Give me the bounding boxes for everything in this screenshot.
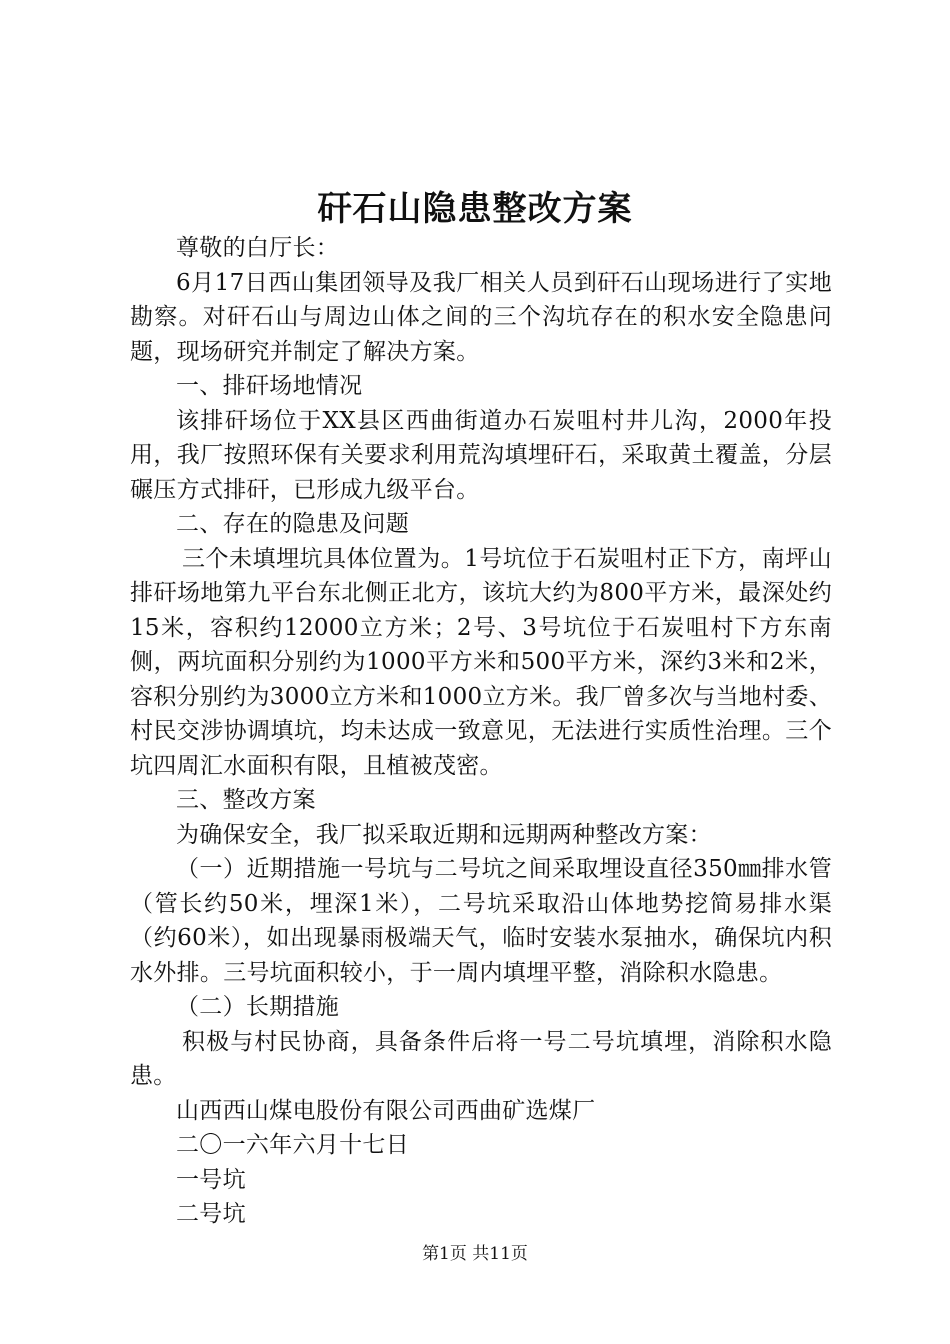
page-footer: 第1页 共11页: [422, 1244, 528, 1264]
long-term-heading: （二）长期措施: [176, 994, 340, 1020]
section-heading-2: 二、存在的隐患及问题: [176, 511, 409, 537]
salutation: 尊敬的白厅长：: [176, 235, 340, 261]
signature-organization: 山西西山煤电股份有限公司西曲矿选煤厂: [176, 1097, 596, 1124]
hazard-details-paragraph: 三个未填埋坑具体位置为。1号坑位于石炭咀村正下方，南坪山排矸场地第九平台东北侧正北方，该坑大约为800平方米，最深处约15米，容积约12000立方米；2号、3号坑位于石炭咀村下方东南侧，两坑面积分别约为1000平方米和500平方米，深约3米和2米，容积分别约为3000立方米和1000立方米。我厂曾多次与当地村委、村民交涉协调填坑，均未达成一致意见，无法进行实质性治理。三个坑四周汇水面积有限，且植被茂密。: [130, 545, 832, 779]
document-title: 矸石山隐患整改方案: [317, 189, 633, 229]
short-term-measures-paragraph: （一）近期措施一号坑与二号坑之间采取埋设直径350㎜排水管（管长约50米，埋深1米），二号坑采取沿山体地势挖简易排水渠（约60米），如出现暴雨极端天气，临时安装水泵抽水，确保坑内积水外排。三号坑面积较小，于一周内填埋平整，消除积水隐患。: [130, 856, 832, 986]
plan-intro-paragraph: 为确保安全，我厂拟采取近期和远期两种整改方案：: [176, 821, 712, 848]
pit-1-label: 一号坑: [176, 1166, 246, 1193]
section-heading-3: 三、整改方案: [176, 787, 316, 813]
pit-2-label: 二号坑: [176, 1201, 246, 1227]
section-heading-1: 一、排矸场地情况: [176, 373, 363, 399]
intro-paragraph: 6月17日西山集团领导及我厂相关人员到矸石山现场进行了实地勘察。对矸石山与周边山体之间的三个沟坑存在的积水安全隐患问题，现场研究并制定了解决方案。: [130, 269, 832, 365]
document-body: [130, 231, 832, 1232]
signature-date: 二〇一六年六月十七日: [176, 1132, 409, 1158]
site-description-paragraph: 该排矸场位于XX县区西曲街道办石炭咀村井儿沟，2000年投用，我厂按照环保有关要求利用荒沟填埋矸石，采取黄土覆盖，分层碾压方式排矸，已形成九级平台。: [130, 407, 832, 503]
long-term-measures-paragraph: 积极与村民协商，具备条件后将一号二号坑填埋，消除积水隐患。: [130, 1028, 832, 1089]
